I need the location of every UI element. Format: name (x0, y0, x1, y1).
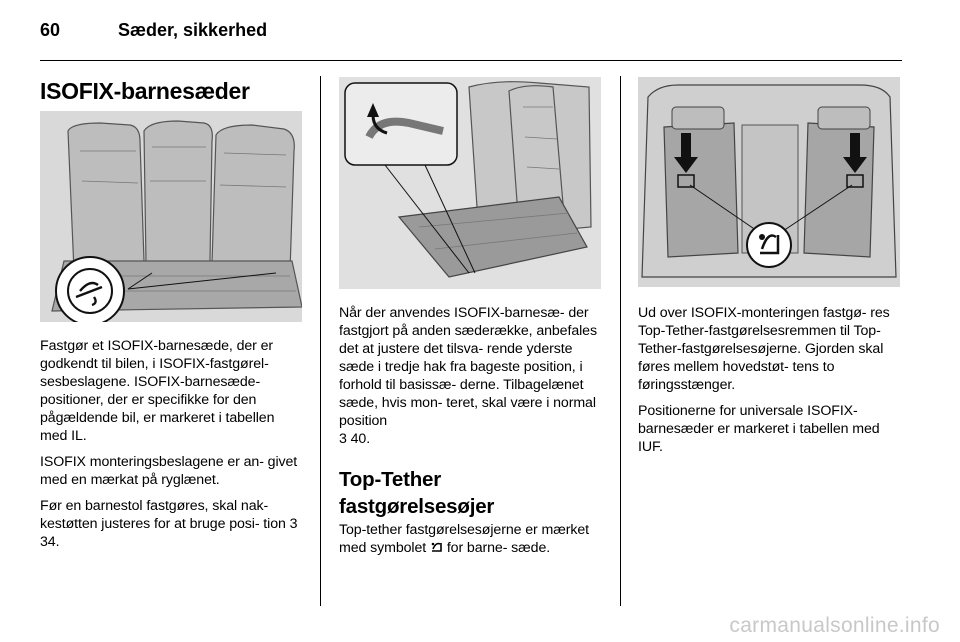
column-divider-left (320, 76, 321, 606)
paragraph-text: Når der anvendes ISOFIX-barnesæ- der fastgjort på anden sæderække, anbefales det at justere det tilsva- rende yderste sæde i tredje hak fra bageste position, i forhold til basissæ- derne. Tilbagelænet sæde, hvis mon- teret, skal være i normal position (339, 305, 597, 429)
paragraph: Positionerne for universale ISOFIX- barnesæder er markeret i tabellen med IUF. (638, 403, 880, 455)
page-reference[interactable]: 40. (350, 431, 371, 447)
page-reference[interactable]: 34. (40, 534, 60, 550)
paragraph: ISOFIX monteringsbeslagene er an- givet med en mærkat på ryglænet. (40, 454, 298, 488)
subheading-line: Top-Tether (339, 468, 442, 491)
column-2-text (339, 304, 603, 456)
paragraph-text: Før en barnestol fastgøres, skal nak- kestøtten justeres for at bruge posi- tion (40, 498, 286, 532)
page-number: 60 (40, 20, 61, 40)
cross-reference-icon[interactable]: 3 (289, 516, 298, 532)
child-seat-icon (430, 540, 443, 553)
header-divider (40, 60, 902, 61)
figure-rear-seat-adjustment (339, 77, 601, 289)
paragraph-text: Top-tether fastgørelsesøjerne er mærket med symbolet (339, 522, 589, 556)
column-1-text (40, 337, 302, 559)
cross-reference-icon[interactable]: 3 (339, 431, 347, 447)
paragraph (339, 521, 603, 557)
paragraph-text: for barne- sæde. (446, 540, 551, 556)
section-title: Sæder, sikkerhed (118, 20, 268, 40)
column-2-text-lower (339, 521, 603, 565)
paragraph: Fastgør et ISOFIX-barnesæde, der er godkendt til bilen, i ISOFIX-fastgørel- sesbeslagene. ISOFIX-barnesæde- positioner, der er specifikke for den pågældende bil, er markeret i tabellen med IL. (40, 338, 275, 444)
main-heading: ISOFIX-barnesæder (40, 78, 250, 104)
paragraph (339, 304, 603, 448)
figure-isofix-seats (40, 111, 302, 322)
figure-top-tether-eyes (638, 77, 900, 287)
subheading-line: fastgørelsesøjer (339, 495, 495, 518)
page-header (40, 14, 922, 46)
paragraph: Ud over ISOFIX-monteringen fastgø- res Top-Tether-fastgørelsesremmen til Top-Tether-fastgørelsesøjerne. Gjorden skal føres mellem hovedstøt- tens to føringsstænger. (638, 305, 890, 393)
subheading-top-tether (339, 466, 494, 520)
column-3-text (638, 304, 904, 464)
column-divider-right (620, 76, 621, 606)
watermark: carmanualsonline.info (729, 614, 940, 637)
paragraph (40, 497, 302, 551)
